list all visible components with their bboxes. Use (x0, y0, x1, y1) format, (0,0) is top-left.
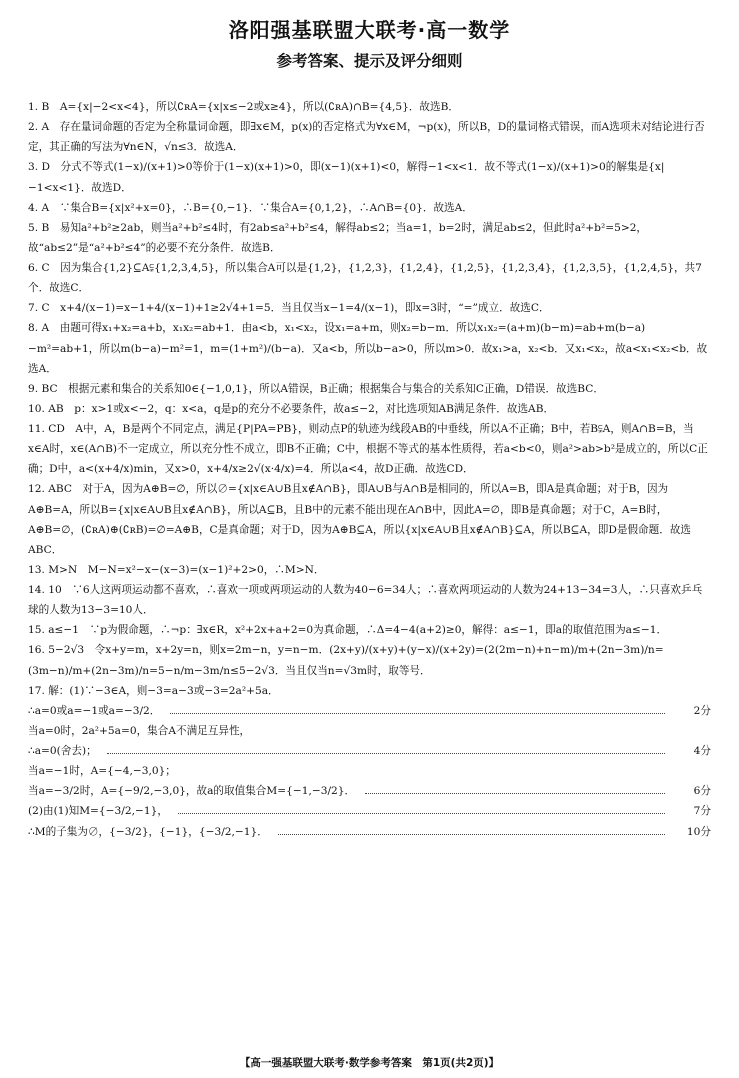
solution-line-2 (28, 721, 711, 741)
dotted-leader (278, 833, 665, 835)
dotted-leader (365, 792, 665, 794)
solution-17 (28, 681, 711, 842)
dotted-leader (178, 812, 665, 814)
answer-item-4: 4. A ∵集合B={x|x²+x=0}，∴B={0,−1}．∵集合A={0,1,2}，∴A∩B={0}．故选A． (28, 201, 473, 214)
solution-heading: 17. 解：(1)∵−3∈A，则−3=a−3或−3=2a²+5a． (28, 684, 279, 697)
answer-item-10: 10. AB p：x>1或x<−2，q：x<a，q是p的充分不必要条件，故a≤−2，对比选项知AB满足条件．故选AB． (28, 402, 555, 415)
dotted-leader (107, 752, 665, 754)
answer-item-7: 7. C x+4/(x−1)=x−1+4/(x−1)+1≥2√4+1=5．当且仅当x−1=4/(x−1)，即x=3时，“=”成立．故选C． (28, 302, 550, 315)
solution-step-text: ∴M的子集为∅，{−3/2}，{−1}，{−3/2,−1}． (28, 825, 268, 838)
score-mark: 7分 (693, 805, 711, 818)
answer-item-16: 16. 5−2√3 令x+y=m，x+2y=n，则x=2m−n，y=n−m．(2x+y)/(x+y)+(y−x)/(x+2y)=(2(2m−n)+n−m)/m+(2n−3m)/n=(3m−n)/m+(2n−3m)/n=5−n/m−3m/n≤5−2√3．当且仅当n=√3m时，取等号． (28, 644, 664, 677)
answer-list (28, 97, 711, 681)
solution-step-text: ∴a=0(舍去)； (28, 745, 97, 757)
solution-step-text: (2)由(1)知M={−3/2,−1}， (28, 805, 168, 818)
solution-line-7 (28, 822, 711, 842)
solution-step-text: 当a=−1时，A={−4,−3,0}； (28, 765, 176, 778)
answer-item-15: 15. a≤−1 ∵p为假命题，∴¬p：∃x∈R，x²+2x+a+2=0为真命题，∴Δ=4−4(a+2)≥0，解得：a≤−1，即a的取值范围为a≤−1． (28, 624, 668, 637)
score-mark: 2分 (693, 704, 711, 717)
answer-item-12: 12. ABC 对于A，因为A⊕B=∅，所以∅={x|x∈A∪B且x∉A∩B}，即A∪B与A∩B是相同的，所以A=B，即A是真命题；对于B，因为A⊕B=A，所以B={x|x∈A∪B且x∉A∩B}，所以A⊆B，且B中的元素不能出现在A∩B中，因此A=∅，即B是真命题；对于C，A=B时，A⊕B=∅，(∁ʀA)⊕(∁ʀB)=∅=A⊕B，C是真命题；对于D，因为A⊕B⊆A，所以{x|x∈A∪B且x∉A∩B}⊆A，所以B⊆A，即D是假命题．故选ABC． (28, 483, 692, 556)
page-subtitle: 参考答案、提示及评分细则 (276, 52, 463, 70)
answer-item-9: 9. BC 根据元素和集合的关系知0∈{−1,0,1}，所以A错误，B正确；根据集合与集合的关系知C正确，D错误．故选BC． (28, 382, 604, 395)
answer-item-8: 8. A 由题可得x₁+x₂=a+b，x₁x₂=ab+1．由a<b，x₁<x₂，设x₁=a+m，则x₂=b−m．所以x₁x₂=(a+m)(b−m)=ab+m(b−a)−m²=ab+1，所以m(b−a)−m²=1，m=(1+m²)/(b−a)．又a<b，所以b−a>0，所以m>0．故x₁>a，x₂<b．又x₁<x₂，故a<x₁<x₂<b．故选A． (28, 322, 708, 375)
solution-line-4 (28, 761, 711, 781)
score-mark: 6分 (693, 785, 711, 798)
dotted-leader (170, 712, 665, 714)
score-mark: 10分 (686, 825, 711, 838)
answer-item-14: 14. 10 ∵6人这两项运动都不喜欢，∴喜欢一项或两项运动的人数为40−6=34人；∴喜欢两项运动的人数为24+13−34=3人，∴只喜欢乒乓球的人数为13−3=10人． (28, 584, 703, 617)
page-footer: 【高一强基联盟大联考·数学参考答案 第1页(共2页)】 (239, 1057, 500, 1069)
solution-step-text: 当a=−3/2时，A={−9/2,−3,0}，故a的取值集合M={−1,−3/2}． (28, 785, 356, 798)
answer-item-2: 2. A 存在量词命题的否定为全称量词命题，即∃x∈M，p(x)的否定格式为∀x∈M，¬p(x)，所以B，D的量词格式错误，而A选项未对结论进行否定，其正确的写法为∀n∈N，√n≤3．故选A． (28, 121, 705, 154)
solution-line-3 (28, 741, 711, 761)
answer-item-1: 1. B A={x|−2<x<4}，所以∁ʀA={x|x≤−2或x≥4}，所以(∁ʀA)∩B={4,5}．故选B． (28, 101, 459, 113)
answer-item-13: 13. M>N M−N=x²−x−(x−3)=(x−1)²+2>0，∴M>N． (28, 563, 325, 576)
answer-item-5: 5. B 易知a²+b²≥2ab，则当a²+b²≤4时，有2ab≤a²+b²≤4，解得ab≤2；当a=1，b=2时，满足ab≤2，但此时a²+b²=5>2，故“ab≤2”是“a²+b²≤4”的必要不充分条件．故选B． (28, 221, 648, 254)
answer-item-3: 3. D 分式不等式(1−x)/(x+1)>0等价于(1−x)(x+1)>0，即(x−1)(x+1)<0，解得−1<x<1．故不等式(1−x)/(x+1)>0的解集是{x|−1<x<1}．故选D． (28, 161, 665, 194)
solution-line-1 (28, 701, 711, 721)
solution-line-5 (28, 781, 711, 801)
solution-line-6 (28, 801, 711, 821)
page-title: 洛阳强基联盟大联考·高一数学 (228, 18, 511, 42)
solution-step-text: ∴a=0或a=−1或a=−3/2． (28, 704, 161, 717)
score-mark: 4分 (693, 745, 711, 757)
answer-item-6: 6. C 因为集合{1,2}⊆A⫋{1,2,3,4,5}，所以集合A可以是{1,2}，{1,2,3}，{1,2,4}，{1,2,5}，{1,2,3,4}，{1,2,3,5}，{1,2,4,5}，共7个．故选C． (28, 262, 702, 295)
solution-step-text: 当a=0时，2a²+5a=0，集合A不满足互异性， (28, 724, 251, 737)
answer-item-11: 11. CD A中，A，B是两个不同定点，满足{P|PA=PB}，则动点P的轨迹为线段AB的中垂线，所以A不正确；B中，若B⫋A，则A∩B=B，当x∈A时，x∈(A∩B)不一定成立，所以充分性不成立，即B不正确；C中，根据不等式的基本性质得，若a<b<0，则a²>ab>b²是成立的，所以C正确；D中，a<(x+4/x)min，又x>0，x+4/x≥2√(x·4/x)=4．所以a<4，故D正确．故选CD． (28, 423, 708, 476)
